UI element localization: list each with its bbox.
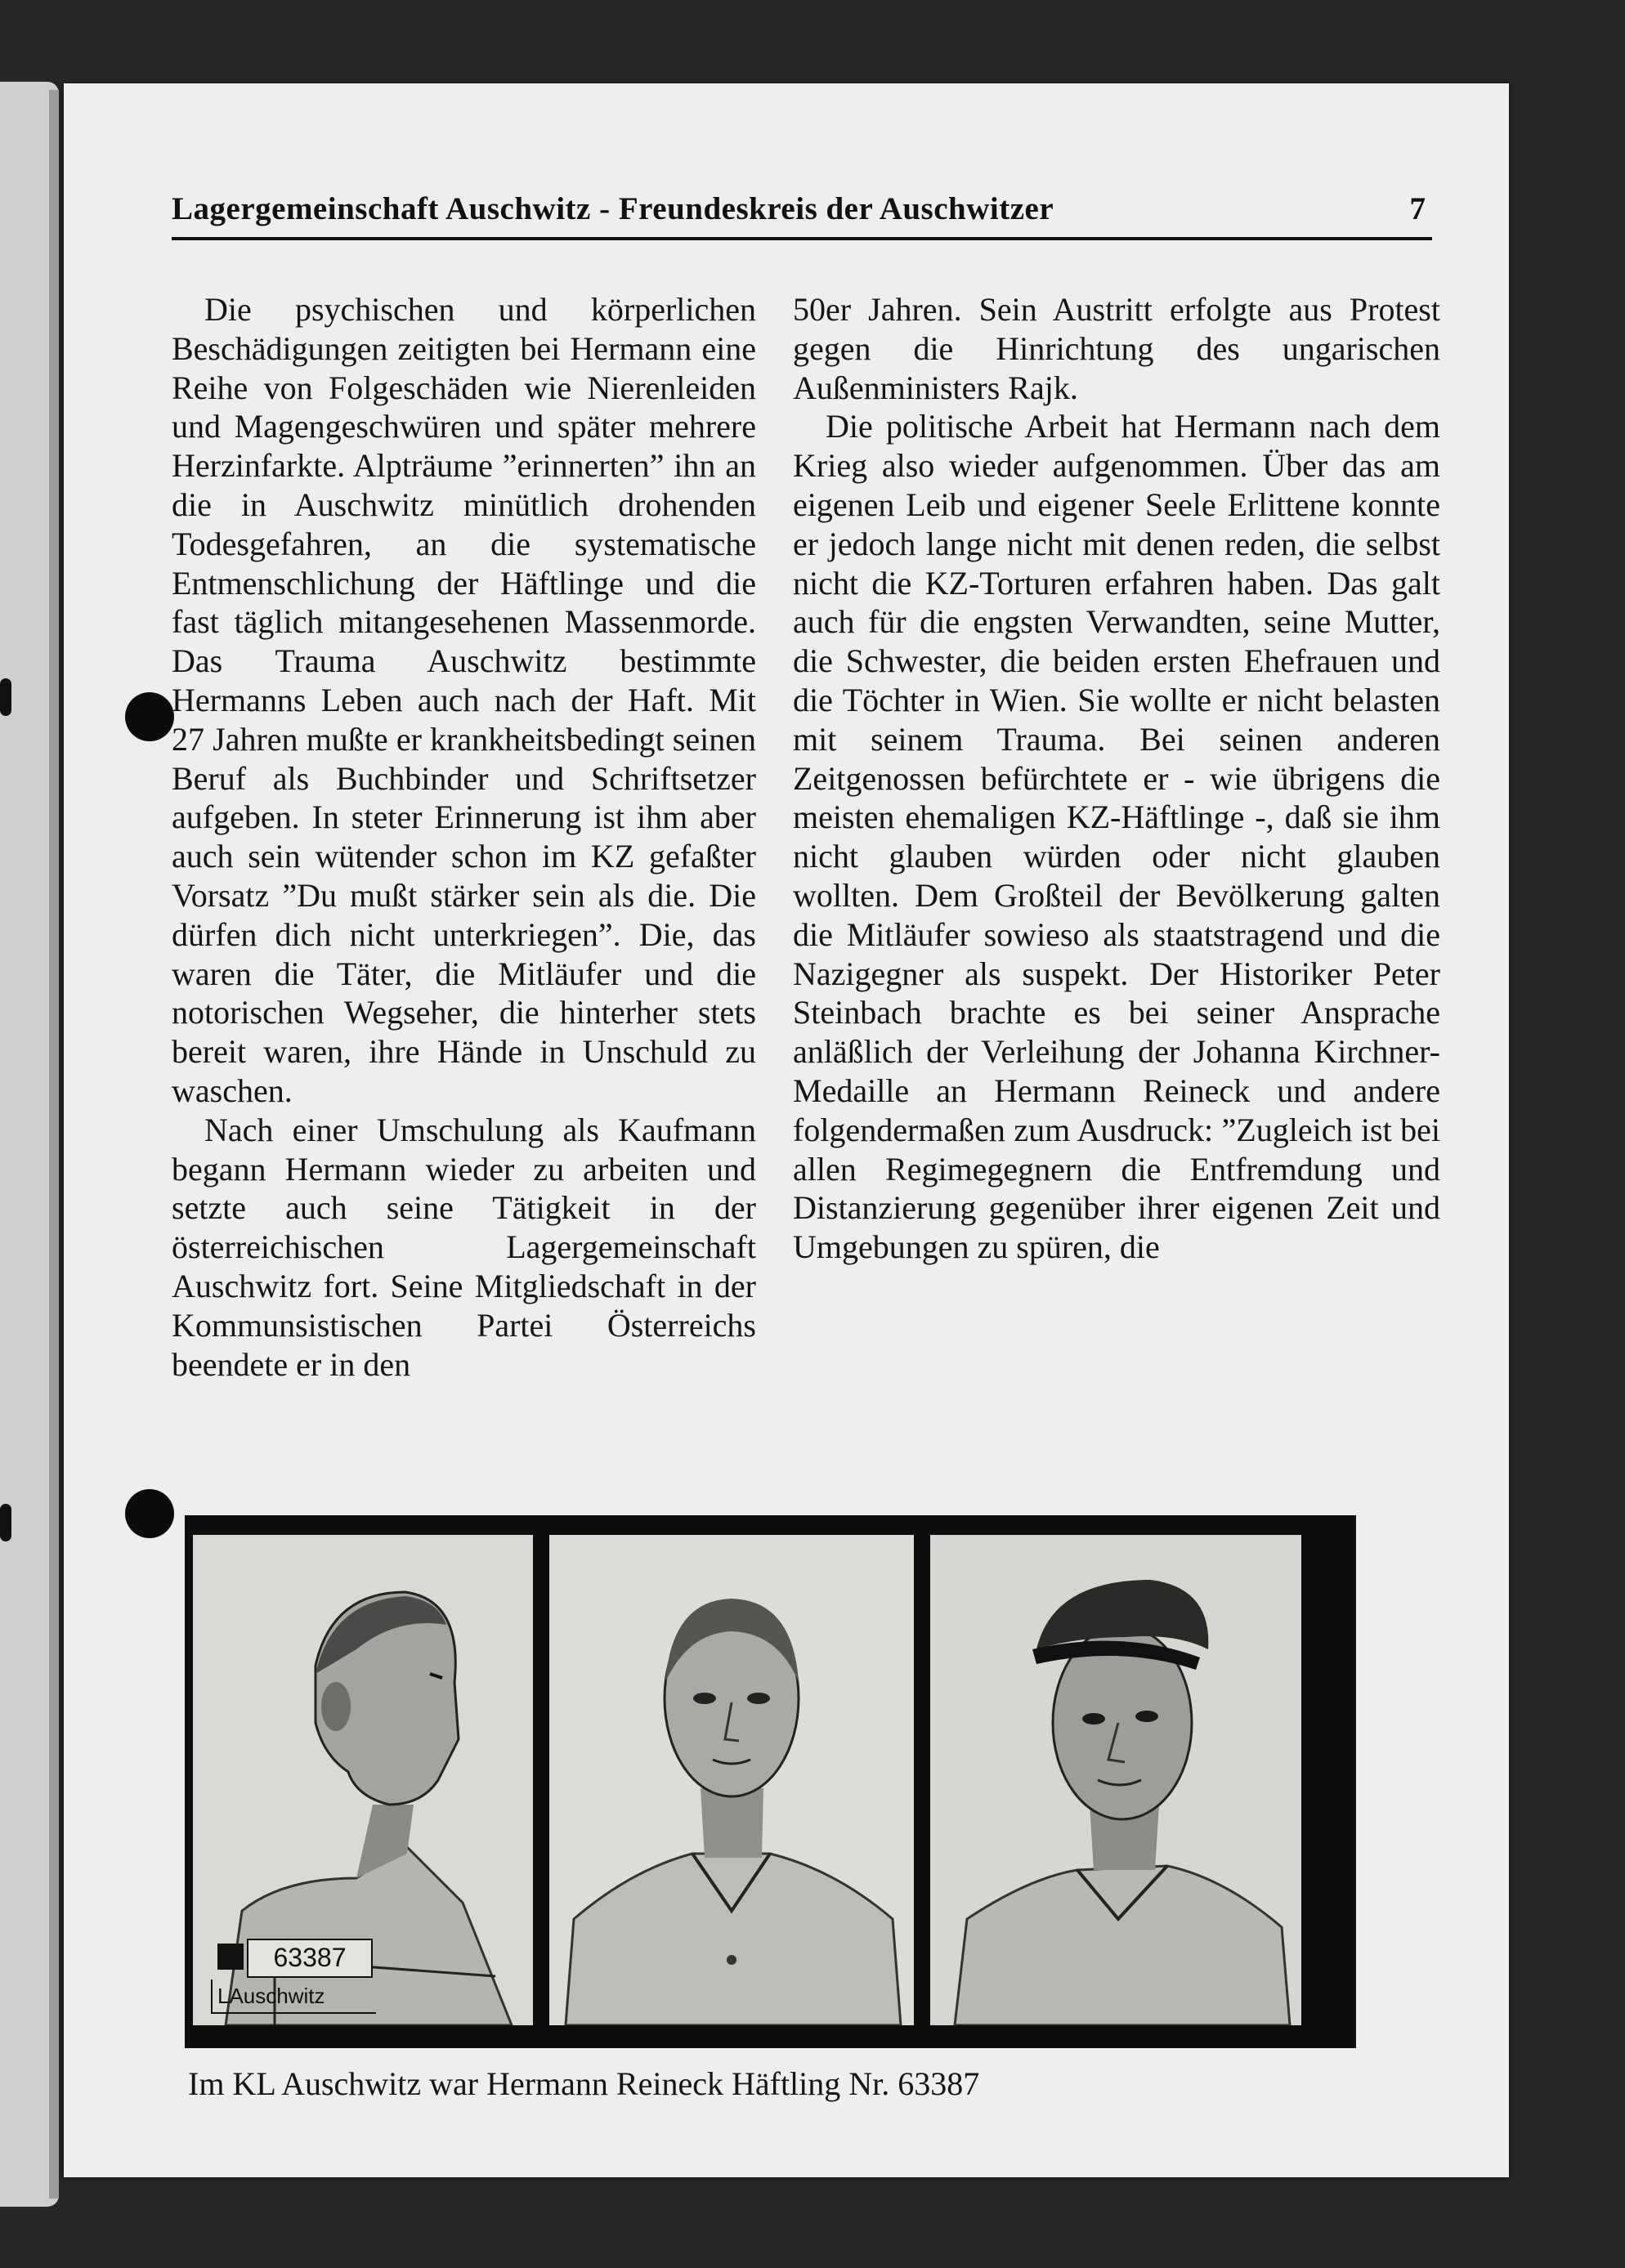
right-text-column — [793, 290, 1440, 1267]
three-quarter-photo — [930, 1535, 1301, 2025]
left-text-column — [172, 290, 756, 1384]
paragraph: 50er Jahren. Sein Austritt erfolgte aus Protest gegen die Hinrichtung des ungarischen Außenministers Rajk. — [793, 291, 1440, 406]
punch-hole — [125, 1489, 174, 1538]
punch-hole — [125, 692, 174, 741]
prisoner-number: 63387 — [247, 1939, 373, 1978]
binder-ring-mark — [0, 1504, 11, 1541]
paragraph: Die politische Arbeit hat Hermann nach dem Krieg also wieder aufgenommen. Über das am eigenen Leib und eigener Seele Erlittene konnte er jedoch lange nicht mit denen reden, die selbst nicht die KZ-Torturen erfahren haben. Das galt auch für die engsten Verwandten, seine Mutter, die Schwester, die beiden ersten Ehefrauen und die Töchter in Wien. Sie wollte er nicht belasten mit seinem Trauma. Bei seinen anderen Zeitgenossen befürchtete er - wie übrigens die meisten ehemaligen KZ-Häftlinge -, daß sie ihm nicht glauben würden oder nicht glauben wollten. Dem Großteil der Bevölkerung galten die Mitläufer sowieso als staatstragend und die Nazigegner als suspekt. Der Historiker Peter Steinbach brachte es bei seiner Ansprache anläßlich der Verleihung der Johanna Kirchner-Medaille an Hermann Reineck und andere folgendermaßen zum Ausdruck: ”Zugleich ist bei allen Regimegegnern die Entfremdung und Distanzierung gegenüber ihrer eigenen Zeit und Umgebungen zu spüren, die — [793, 408, 1440, 1266]
photo-caption: Im KL Auschwitz war Hermann Reineck Häftling Nr. 63387 — [188, 2065, 980, 2102]
camp-sign: LAuschwitz — [211, 1979, 376, 2014]
paragraph: Nach einer Umschulung als Kaufmann begann Hermann wieder zu arbeiten und setzte auch seine Tätigkeit in der österreichischen Lagergemeinschaft Auschwitz fort. Seine Mitgliedschaft in der Kommunsistischen Partei Österreichs beendete er in den — [172, 1111, 756, 1383]
previous-page-shadow — [49, 90, 59, 2199]
prisoner-photo-strip — [185, 1515, 1356, 2048]
paragraph: Die psychischen und körperlichen Beschädigungen zeitigten bei Hermann eine Reihe von Folgeschäden wie Nierenleiden und Magengeschwüren und später mehrere Herzinfarkte. Alpträume ”erinnerten” ihn an die in Auschwitz minütlich drohenden Todesgefahren, an die systematische Entmenschlichung der Häftlinge und die fast täglich mitangesehenen Massenmorde. Das Trauma Auschwitz bestimmte Hermanns Leben auch nach der Haft. Mit 27 Jahren mußte er krankheitsbedingt seinen Beruf als Buchbinder und Schriftsetzer aufgeben. In steter Erinnerung ist ihm aber auch sein wütender schon im KZ gefaßter Vorsatz ”Du mußt stärker sein als die. Die dürfen dich nicht unterkriegen”. Die, das waren die Täter, die Mitläufer und die notorischen Wegseher, die hinterher stets bereit waren, ihre Hände in Unschuld zu waschen. — [172, 291, 756, 1109]
running-header — [172, 180, 1432, 240]
binder-ring-mark — [0, 678, 11, 716]
header-title: Lagergemeinschaft Auschwitz - Freundeskreis der Auschwitzer — [172, 191, 1054, 226]
document-page — [64, 83, 1509, 2177]
prisoner-number-placard — [199, 1939, 371, 2020]
page-number: 7 — [1409, 191, 1426, 226]
placard-marker — [217, 1944, 244, 1970]
front-photo — [549, 1535, 914, 2025]
